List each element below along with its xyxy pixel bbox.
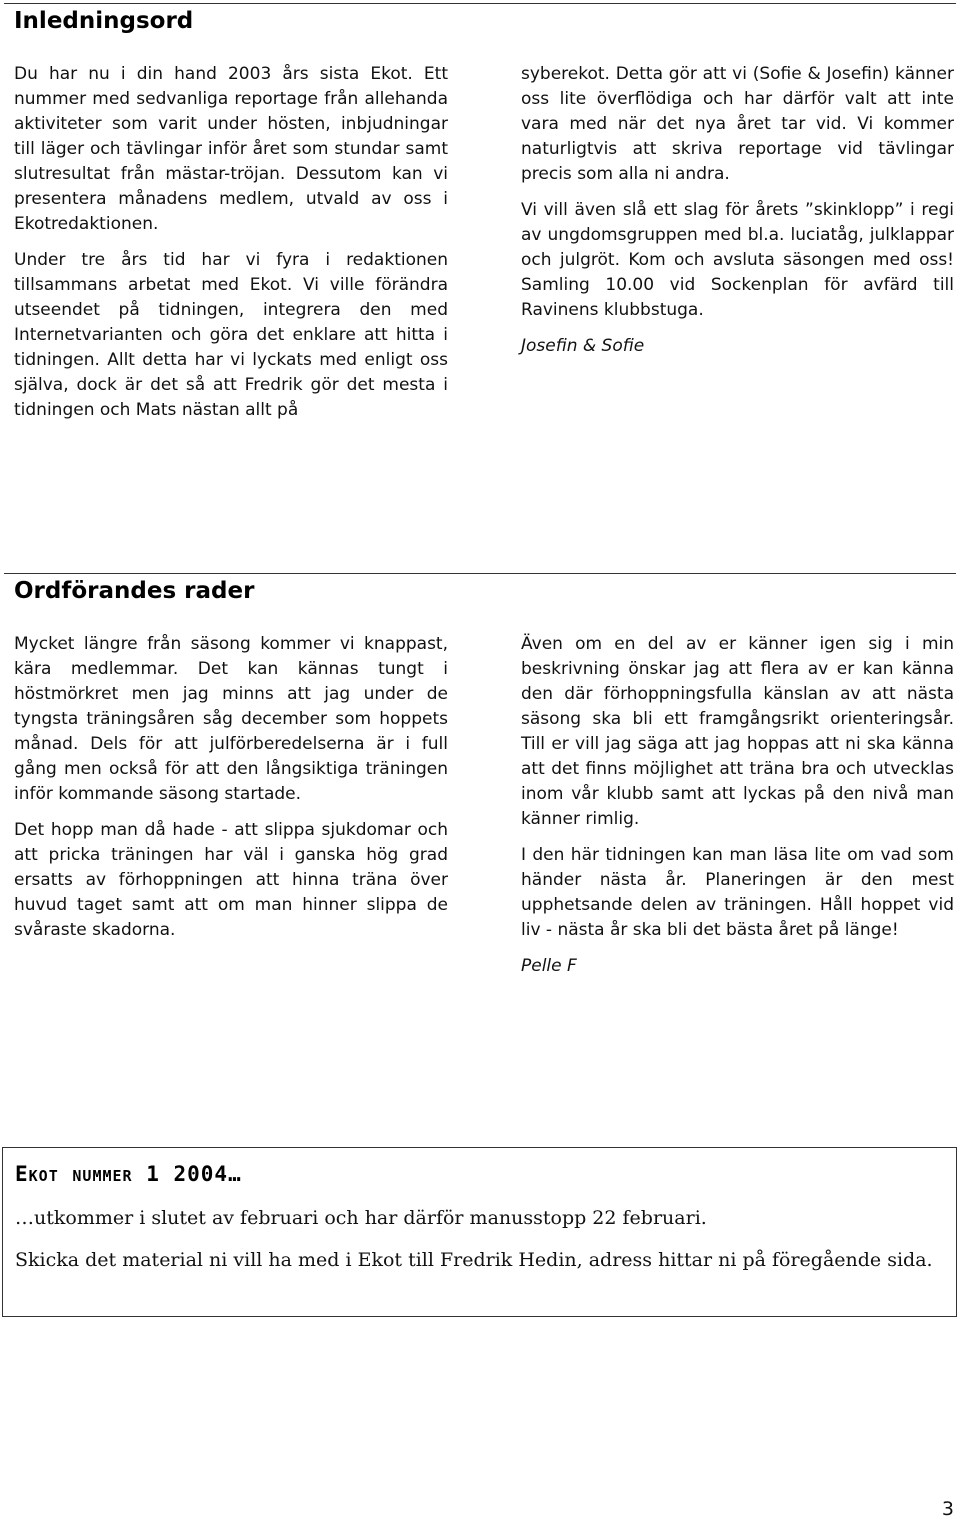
notice-line-1: …utkommer i slutet av februari och har därför manusstopp 22 februari. (15, 1207, 707, 1229)
paragraph: Du har nu i din hand 2003 års sista Ekot. Ett nummer med sedvanliga reportage från allehanda aktiviteter som varit under hösten, inbjudningar till läger och tävlingar inför året som stundar samt slutresultat från mästar-tröjan. Dessutom kan vi presentera månadens medlem, utvald av oss i Ekotredaktionen. (14, 64, 448, 234)
section1-left-column (14, 62, 448, 434)
section-divider-top (4, 3, 956, 4)
signature: Josefin & Sofie (521, 336, 645, 356)
section-heading-ordforandes-rader: Ordförandes rader (14, 578, 255, 604)
paragraph: Vi vill även slå ett slag för årets ”skinklopp” i regi av ungdomsgruppen med bl.a. luciatåg, julklappar och julgröt. Kom och avsluta säsongen med oss! Samling 10.00 vid Sockenplan för avfärd till Ravinens klubbstuga. (521, 200, 954, 320)
section2-right-column (521, 632, 954, 990)
signature: Pelle F (521, 956, 577, 976)
page-number: 3 (941, 1498, 954, 1520)
notice-title: Ekot nummer 1 2004… (15, 1162, 242, 1186)
paragraph: Det hopp man då hade - att slippa sjukdomar och att pricka träningen har väl i ganska hög grad ersatts av förhoppningen att hinna träna över huvud taget samt att om man hinner slippa de svåraste skadorna. (14, 820, 448, 940)
paragraph: Under tre års tid har vi fyra i redaktionen tillsammans arbetat med Ekot. Vi ville förändra utseendet på tidningen, integrera den med Internetvarianten och göra det enklare att hitta i tidningen. Allt detta har vi lyckats med enligt oss själva, dock är det så att Fredrik gör det mesta i tidningen och Mats nästan allt på (14, 250, 448, 420)
paragraph: syberekot. Detta gör att vi (Sofie & Josefin) känner oss lite överflödiga och har därför valt att inte vara med när det nya året tar vid. Vi kommer naturligtvis att skriva reportage vid tävlingar precis som alla ni andra. (521, 64, 954, 184)
section1-right-column (521, 62, 954, 370)
section2-left-column (14, 632, 448, 954)
notice-box (2, 1147, 957, 1317)
paragraph: Mycket längre från säsong kommer vi knappast, kära medlemmar. Det kan kännas tungt i höstmörkret men jag minns att jag under de tyngsta träningsåren såg december som hoppets månad. Dels för att julförberedelserna är i full gång men också för att den långsiktiga träningen inför kommande säsong startade. (14, 634, 448, 804)
section-divider (4, 573, 956, 574)
paragraph: Även om en del av er känner igen sig i min beskrivning önskar jag att flera av er kan känna den där förhoppningsfulla känslan av att nästa säsong ska bli ett framgångsrikt orienteringsår. Till er vill jag säga att jag hoppas att ni ska känna att det finns möjlighet att träna bra och utvecklas inom vår klubb samt att lyckas på den nivå man känner rimlig. (521, 634, 954, 829)
section-heading-inledningsord: Inledningsord (14, 8, 194, 34)
notice-line-2: Skicka det material ni vill ha med i Ekot till Fredrik Hedin, adress hittar ni på föregående sida. (15, 1249, 933, 1271)
paragraph: I den här tidningen kan man läsa lite om vad som händer nästa år. Planeringen är den mest upphetsande delen av träningen. Håll hoppet vid liv - nästa år ska bli det bästa året på länge! (521, 845, 954, 940)
